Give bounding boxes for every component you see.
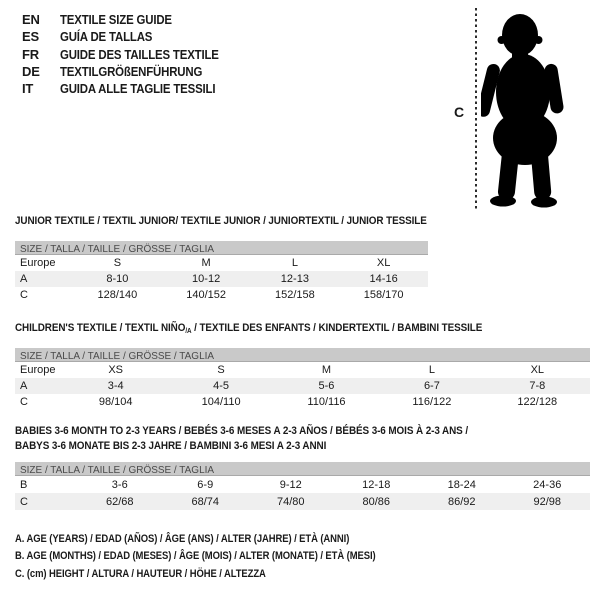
row-label: C	[20, 289, 28, 301]
language-row	[22, 63, 240, 80]
size-cell: XL	[530, 364, 545, 376]
language-title: GUÍA DE TALLAS	[60, 29, 153, 45]
size-cell: L	[291, 257, 298, 269]
height-cell: 98/104	[98, 396, 133, 408]
table-title-line1: BABIES 3-6 MONTH TO 2-3 YEARS / BEBÉS 3-6 MESES A 2-3 AÑOS / BÉBÉS 3-6 MOIS À 2-3 ANS /	[15, 425, 468, 437]
size-cell: M	[201, 257, 211, 269]
height-cell: 80/86	[362, 495, 391, 508]
age-cell: 24-36	[533, 478, 562, 491]
age-cell: 14-16	[369, 273, 398, 285]
height-cell: 116/122	[412, 396, 452, 408]
height-cell: 92/98	[533, 495, 562, 508]
table-row	[15, 378, 590, 394]
row-label: A	[20, 273, 28, 285]
legend-note-b: B. AGE (MONTHS) / EDAD (MESES) / ÂGE (MOIS) / ALTER (MONATE) / ETÀ (MESI)	[15, 550, 376, 563]
age-cell: 18-24	[447, 478, 476, 491]
height-measure-label: C	[454, 104, 465, 120]
age-cell: 3-4	[107, 380, 124, 392]
children-textile-table	[15, 322, 590, 410]
height-cell: 128/140	[97, 289, 138, 301]
legend-notes	[15, 531, 434, 583]
babies-textile-table	[15, 424, 590, 510]
size-cell: XS	[108, 364, 124, 376]
table-row	[15, 271, 428, 287]
age-cell: 10-12	[192, 273, 221, 285]
table-row	[15, 394, 590, 410]
age-cell: 12-13	[280, 273, 309, 285]
height-cell: 62/68	[105, 495, 134, 508]
legend-note-c: C. (cm) HEIGHT / ALTURA / HAUTEUR / HÖHE / ALTEZZA	[15, 567, 266, 580]
language-code: FR	[22, 46, 39, 62]
table-title: JUNIOR TEXTILE / TEXTIL JUNIOR/ TEXTILE JUNIOR / JUNIORTEXTIL / JUNIOR TESSILE	[15, 215, 427, 227]
language-code: IT	[22, 81, 34, 97]
language-title: GUIDE DES TAILLES TEXTILE	[60, 46, 219, 62]
row-label: B	[20, 478, 28, 491]
language-code: DE	[22, 63, 40, 79]
language-row	[22, 80, 240, 97]
height-cell: 158/170	[363, 289, 404, 301]
size-cell: S	[113, 257, 122, 269]
size-header-bar	[15, 462, 590, 476]
size-header-label: SIZE / TALLA / TAILLE / GRÖSSE / TAGLIA	[20, 464, 215, 476]
table-row	[15, 476, 590, 493]
age-cell: 6-9	[197, 478, 214, 491]
height-cell: 104/110	[201, 396, 241, 408]
table-title	[15, 322, 533, 338]
size-header-label: SIZE / TALLA / TAILLE / GRÖSSE / TAGLIA	[20, 243, 215, 255]
table-title-subscript: /A	[185, 328, 192, 335]
row-label: C	[20, 396, 28, 408]
height-cell: 140/152	[186, 289, 226, 301]
language-title: GUIDA ALLE TAGLIE TESSILI	[60, 81, 216, 97]
size-cell: L	[428, 364, 435, 376]
height-cell: 122/128	[517, 396, 558, 408]
table-title-text: CHILDREN'S TEXTILE / TEXTIL NIÑO	[15, 322, 186, 334]
size-header-bar	[15, 241, 428, 255]
table-body	[15, 476, 590, 510]
baby-silhouette-icon	[481, 8, 573, 208]
row-label: C	[20, 495, 28, 508]
table-title-text: / TEXTILE DES ENFANTS / KINDERTEXTIL / BAMBINI TESSILE	[191, 322, 483, 334]
age-cell: 12-18	[362, 478, 391, 491]
height-cell: 74/80	[276, 495, 305, 508]
height-cell: 68/74	[191, 495, 220, 508]
size-cell: XL	[376, 257, 391, 269]
age-cell: 8-10	[106, 273, 129, 285]
language-row	[22, 11, 240, 28]
table-body	[15, 255, 428, 303]
language-title: TEXTILE SIZE GUIDE	[60, 12, 172, 27]
language-code: EN	[22, 12, 40, 27]
size-header-label: SIZE / TALLA / TAILLE / GRÖSSE / TAGLIA	[20, 350, 215, 362]
table-row	[15, 493, 590, 510]
size-header-bar	[15, 348, 590, 362]
table-row	[15, 362, 590, 378]
size-cell: M	[321, 364, 332, 376]
age-cell: 9-12	[279, 478, 302, 491]
row-label: Europe	[20, 364, 56, 376]
table-row	[15, 255, 428, 271]
height-cell: 152/158	[274, 289, 315, 301]
table-body	[15, 362, 590, 410]
table-row	[15, 287, 428, 303]
height-cell: 86/92	[447, 495, 476, 508]
age-cell: 6-7	[423, 380, 440, 392]
legend-note-a: A. AGE (YEARS) / EDAD (AÑOS) / ÂGE (ANS) / ALTER (JAHRE) / ETÀ (ANNI)	[15, 533, 350, 545]
language-code: ES	[22, 29, 39, 45]
age-cell: 7-8	[529, 380, 546, 392]
age-cell: 3-6	[111, 478, 128, 491]
height-cell: 110/116	[307, 396, 346, 408]
language-row	[22, 28, 240, 45]
row-label: Europe	[20, 257, 56, 269]
height-dashed-line	[475, 8, 477, 210]
language-row	[22, 46, 240, 63]
size-cell: S	[217, 364, 225, 376]
language-title-list	[22, 11, 240, 97]
row-label: A	[20, 380, 28, 392]
table-title-line2: BABYS 3-6 MONATE BIS 2-3 JAHRE / BAMBINI 3-6 MESI A 2-3 ANNI	[15, 440, 327, 452]
age-cell: 5-6	[318, 380, 335, 392]
age-cell: 4-5	[213, 380, 230, 392]
table-title	[15, 424, 533, 454]
language-title: TEXTILGRÖßENFÜHRUNG	[60, 63, 203, 79]
junior-textile-table	[15, 215, 428, 303]
